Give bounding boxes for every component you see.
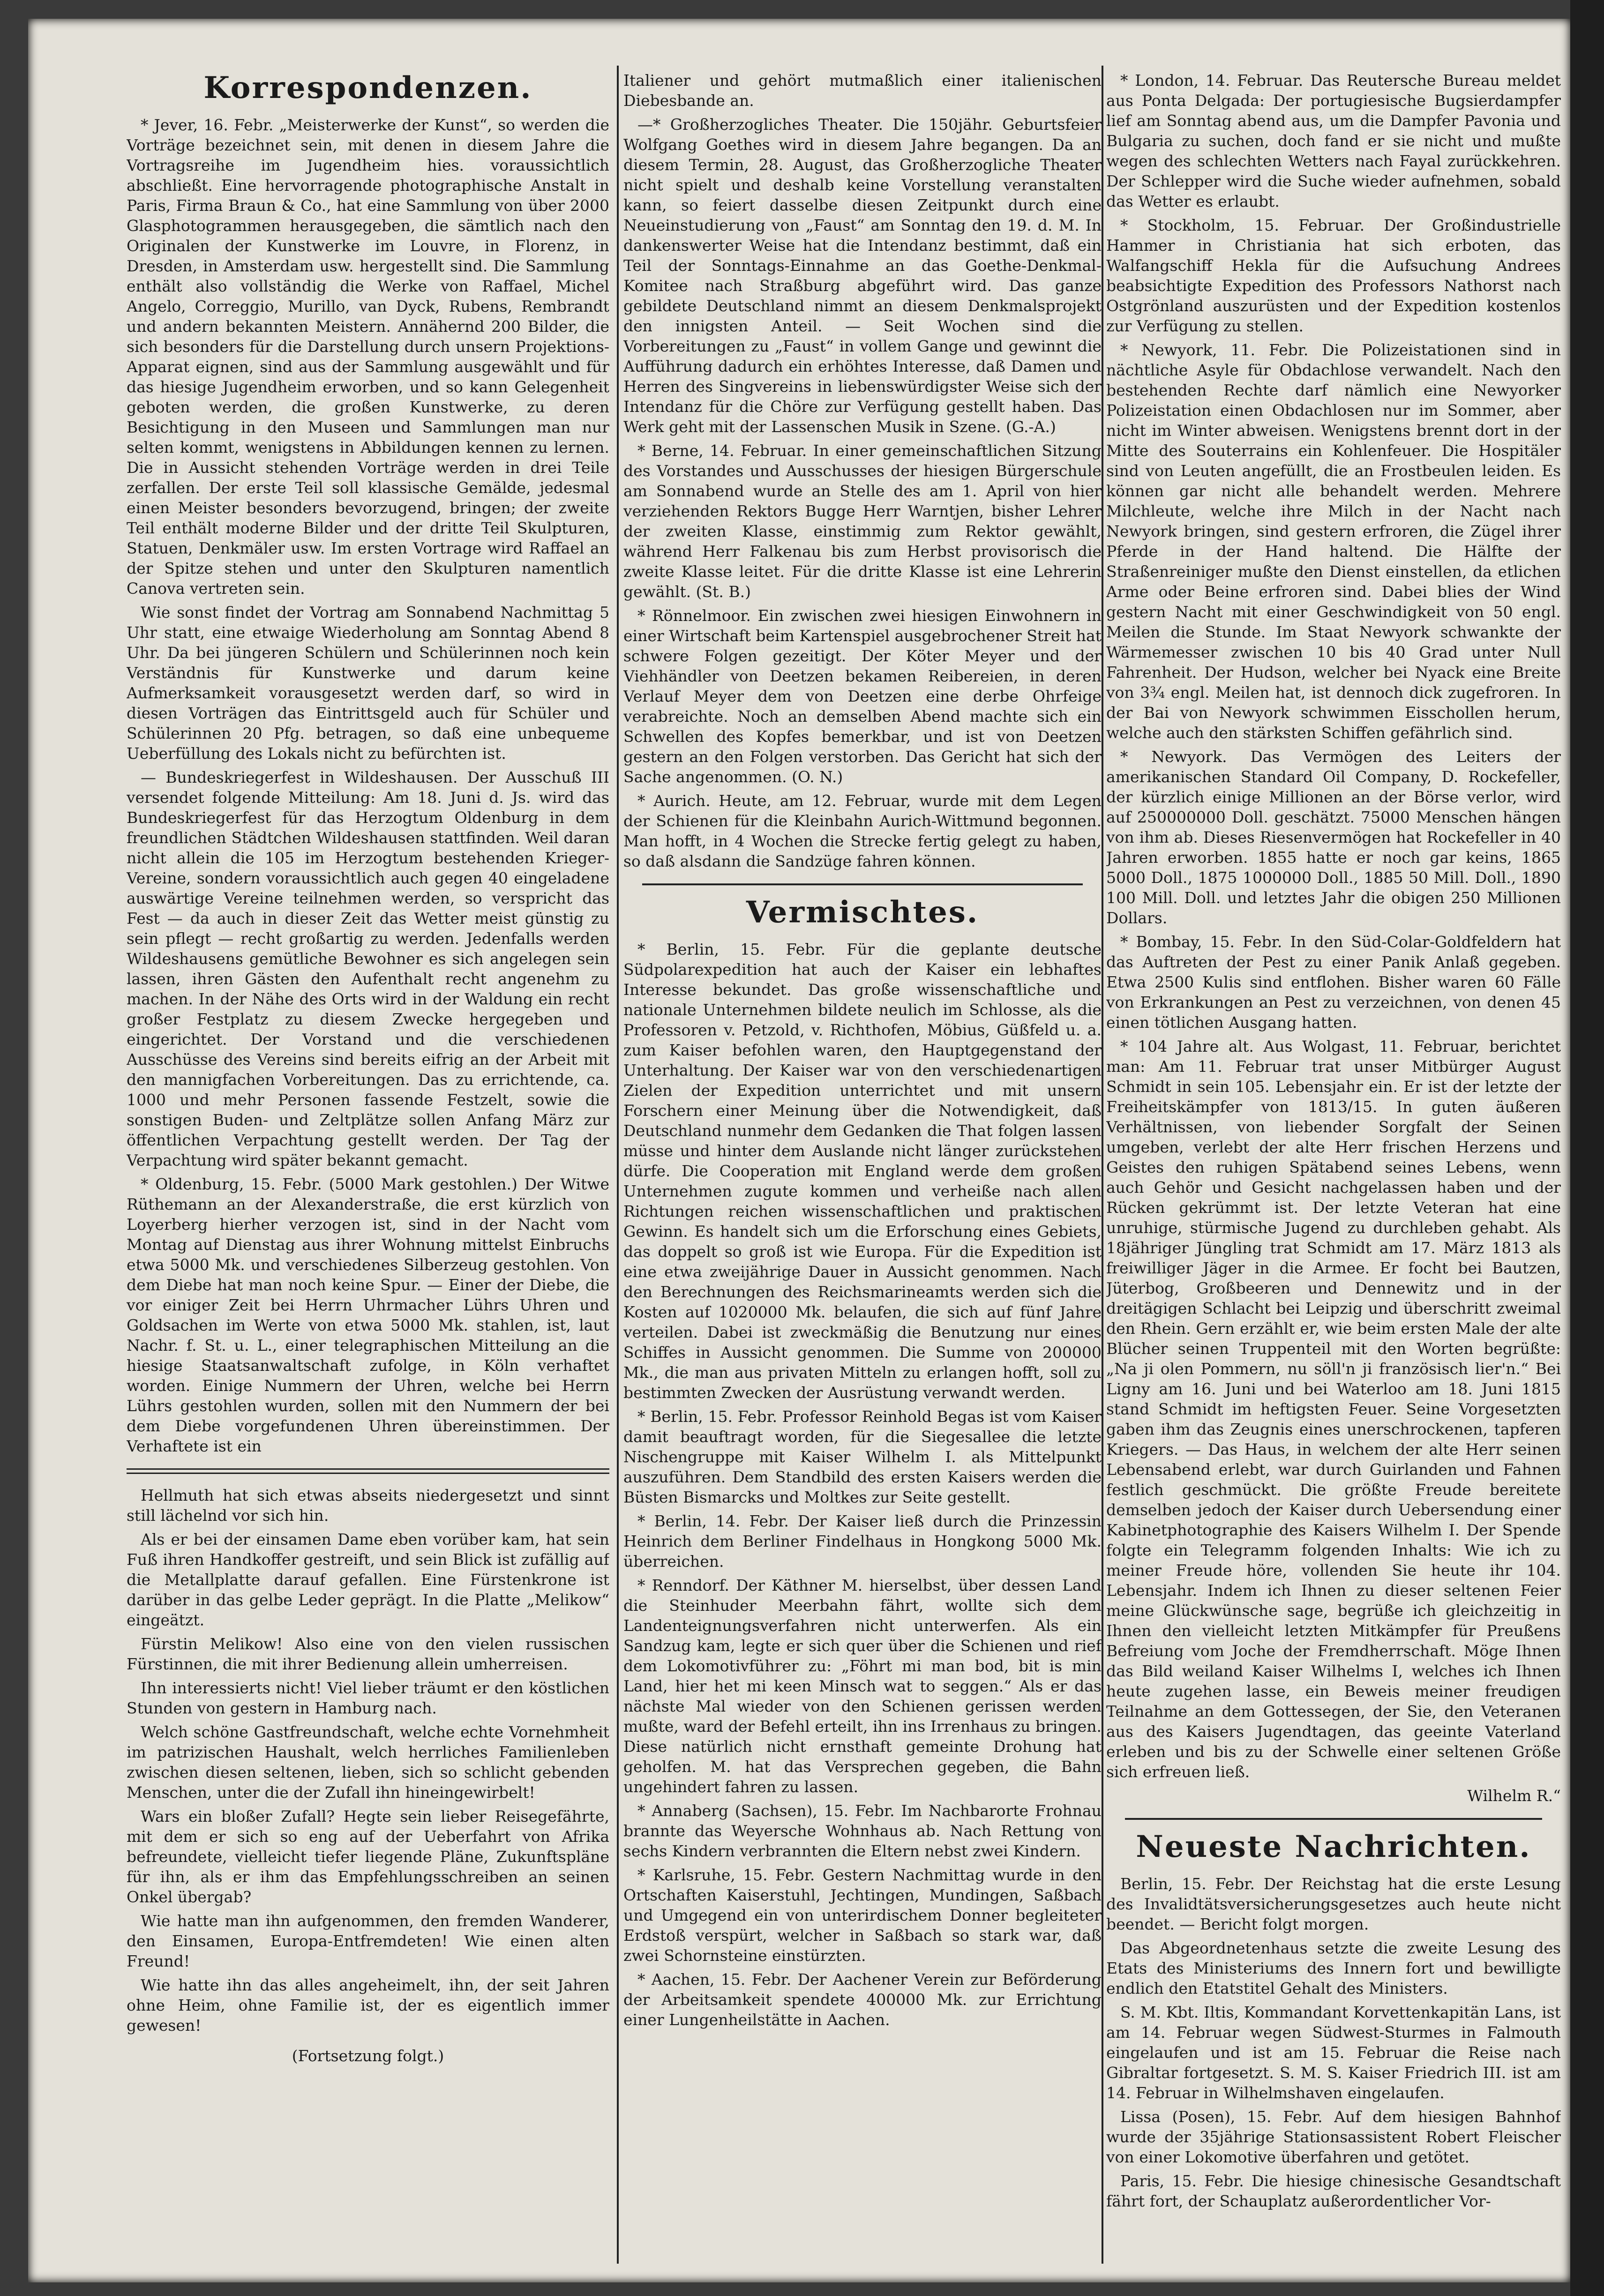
section-title-korrespondenzen: Korrespondenzen. bbox=[203, 70, 532, 105]
article-lissa: Lissa (Posen), 15. Febr. Auf dem hiesigen Bahnhof wurde der 35jährige Stationsassistent Robert Fleischer von einer Lokomotive überfahren und getötet. bbox=[1106, 2108, 1561, 2166]
article-roennelmoor: * Rönnelmoor. Ein zwischen zwei hiesigen Einwohnern in einer Wirtschaft beim Kartenspiel ausgebrochener Streit hat schwere Folgen gezeitigt. Der Köter Meyer und der Viehhändler von Deetzen bekamen Reibereien, in deren Verlauf Meyer dem von Deetzen eine derbe Ohrfeige verabreichte. Noch an demselben Abend machte sich ein Schwellen des Kopfes bemerkbar, und ist von Deetzen gestern an den Folgen verstorben. Das Gericht hat sich der Sache angenommen. (O. N.) bbox=[623, 606, 1102, 786]
article-jever-continued: Wie sonst findet der Vortrag am Sonnabend Nachmittag 5 Uhr statt, eine etwaige Wiederholung am Sonntag Abend 8 Uhr. Da bei jüngeren Schülern und Schülerinnen noch kein Verständnis für Kunstwerke und darum keine Aufmerksamkeit vorausgesetzt werden darf, so wird in diesen Vorträgen das Eintrittsgeld auch für Schüler und Schülerinnen 20 Pfg. betragen, so daß eine unbequeme Ueberfüllung des Lokals nicht zu befürchten ist. bbox=[127, 603, 609, 763]
serial-paragraph: Wie hatte man ihn aufgenommen, den fremden Wanderer, den Einsamen, Europa-Entfremdeten! Wie einen alten Freund! bbox=[127, 1912, 609, 1970]
article-paris: Paris, 15. Febr. Die hiesige chinesische Gesandtschaft fährt fort, der Schauplatz außerordentlicher Vor- bbox=[1106, 2172, 1561, 2210]
column-vermischtes bbox=[623, 70, 1102, 2034]
article-stockholm: * Stockholm, 15. Februar. Der Großindustrielle Hammer in Christiania hat sich erboten, das Walfangschiff Hekla für die Aufsuchung Andrees beabsichtigte Expedition des Professors Nathorst nach Ostgrönland auszurüsten und der Expedition kostenlos zur Verfügung zu stellen. bbox=[1106, 216, 1561, 335]
article-newyork-cold: * Newyork, 11. Febr. Die Polizeistationen sind in nächtliche Asyle für Obdachlose verwandelt. Nach den bestehenden Rechte darf nämlich eine Newyorker Polizeistation einen Obdachlosen nur im Sommer, aber nicht im Winter abweisen. Wenigstens brennt dort in der Mitte des Souterrains ein Kohlenfeuer. Die Hospitäler sind von Leuten angefüllt, die an Frostbeulen leiden. Es können gar nicht alle behandelt werden. Mehrere Milchleute, welche ihre Milch in der Nacht nach Newyork bringen, sind gestern erfroren, die Zügel ihrer Pferde in der Hand haltend. Die Hälfte der Straßenreiniger mußte den Dienst einstellen, da etlichen Arme oder Beine erfroren sind. Dabei blies der Wind gestern Nacht mit einer Geschwindigkeit von 50 engl. Meilen die Stunde. Im Staat Newyork schwankte der Wärmemesser zwischen 10 bis 40 Grad unter Null Fahrenheit. Der Hudson, welcher bei Nyack eine Breite von 3¾ engl. Meilen hat, ist dennoch dick zugefroren. In der Bai von Newyork schwimmen Eisschollen herum, welche auch den stärksten Schiffen gefährlich sind. bbox=[1106, 341, 1561, 742]
article-bundeskriegerfest: — Bundeskriegerfest in Wildeshausen. Der Ausschuß III versendet folgende Mitteilung: Am 18. Juni d. Js. wird das Bundeskriegerfest für das Herzogtum Oldenburg in dem freundlichen Städtchen Wildeshausen stattfinden. Weil daran nicht allein die 105 im Herzogtum bestehenden Krieger-Vereine, sondern voraussichtlich auch gegen 40 eingeladene auswärtige Vereine teilnehmen werden, so verspricht das Fest — da auch in dieser Zeit das Wetter meist günstig zu sein pflegt — recht großartig zu werden. Jedenfalls werden Wildeshausens gemütliche Bewohner es sich angelegen sein lassen, ihren Gästen den Aufenthalt recht angenehm zu machen. In der Nähe des Orts wird in der Waldung ein recht großer Festplatz zu diesem Zwecke hergegeben und eingerichtet. Der Vorstand und die verschiedenen Ausschüsse des Vereins sind bereits eifrig an der Arbeit mit den mannigfachen Vorbereitungen. Das zu errichtende, ca. 1000 und mehr Personen fassende Festzelt, sowie die sonstigen Buden- und Zeltplätze sollen Anfang März zur öffentlichen Verpachtung gestellt werden. Der Tag der Verpachtung wird später bekannt gemacht. bbox=[127, 768, 609, 1169]
article-104-jahre: * 104 Jahre alt. Aus Wolgast, 11. Februar, berichtet man: Am 11. Februar trat unser Mitbürger August Schmidt in sein 105. Lebensjahr ein. Er ist der letzte der Freiheitskämpfer von 1813/15. In guten äußeren Verhältnissen, von liebender Sorgfalt der Seinen umgeben, verlebt der alte Herr frischen Herzens und Geistes den ruhigen Spätabend seines Lebens, wenn auch Gehör und Gesicht nachgelassen haben und der Rücken gekrümmt ist. Der letzte Veteran hat eine unruhige, stürmische Jugend zu durchleben gehabt. Als 18jähriger Jüngling trat Schmidt am 17. März 1813 als freiwilliger Jäger in die Armee. Er focht bei Bautzen, Jüterbog, Großbeeren und Dennewitz und in der dreitägigen Schlacht bei Leipzig und überschritt zweimal den Rhein. Gern erzählt er, wie beim ersten Male der alte Blücher seinen Truppenteil mit den Worten begrüßte: „Na ji olen Pommern, nu söll'n ji französisch lier'n.“ Bei Ligny am 16. Juni und bei Waterloo am 18. Juni 1815 stand Schmidt im heftigsten Feuer. Seine Vorgesetzten gaben ihm das Zeugnis eines unerschrockenen, tapferen Kriegers. — Das Haus, in welchem der alte Herr seinen Lebensabend erlebt, war durch Guirlanden und Fahnen festlich geschmückt. Die größte Freude bereitete demselben jedoch der Kaiser durch Uebersendung einer Kabinetphotographie des Kaisers Wilhelm I. Der Spende folgte ein Telegramm folgenden Inhalts: Wie ich zu meiner Freude höre, vollenden Sie heute ihr 104. Lebensjahr. Indem ich Ihnen zu dieser seltenen Feier meine Glückwünsche sage, begrüße ich gleichzeitig in Ihnen den vielleicht letzten Mitkämpfer für Preußens Befreiung vom Joche der Fremdherrschaft. Möge Ihnen das Bild weiland Kaiser Wilhelms I, welches ich Ihnen heute zugehen lasse, ein Beweis meiner freudigen Teilnahme an dem Gottessegen, der Sie, den Veteranen aus des Kaisers Jugendtagen, das geeinte Vaterland erleben und bis zu der Schwelle einer seltenen Größe sich erfreuen ließ. bbox=[1106, 1037, 1561, 1781]
article-iltis: S. M. Kbt. Iltis, Kommandant Korvettenkapitän Lans, ist am 14. Februar wegen Südwest-Sturmes in Falmouth eingelaufen und ist am 15. Februar die Reise nach Gibraltar fortgesetzt. S. M. S. Kaiser Friedrich III. ist am 14. Februar in Wilhelmshaven eingelaufen. bbox=[1106, 2003, 1561, 2102]
article-karlsruhe: * Karlsruhe, 15. Febr. Gestern Nachmittag wurde in den Ortschaften Kaiserstuhl, Jechtingen, Mundingen, Saßbach und Umgegend ein von unterirdischem Donner begleiteter Erdstoß verspürt, welcher in Saßbach so stark war, daß zwei Schornsteine einstürzten. bbox=[623, 1866, 1102, 1965]
serial-paragraph: Welch schöne Gastfreundschaft, welche echte Vornehmheit im patrizischen Haushalt, welch herrliches Familienleben zwischen diesen seltenen, lieben, sich so schlicht gebenden Menschen, unter die der Zufall ihn hineingewirbelt! bbox=[127, 1723, 609, 1802]
article-annaberg: * Annaberg (Sachsen), 15. Febr. Im Nachbarorte Frohnau brannte das Weyersche Wohnhaus ab. Nach Rettung von sechs Kindern verbrannten die Eltern nebst zwei Kindern. bbox=[623, 1802, 1102, 1860]
column-rule-left bbox=[617, 66, 619, 2264]
section-title-vermischtes: Vermischtes. bbox=[746, 895, 979, 930]
article-theater: —* Großherzogliches Theater. Die 150jähr. Geburtsfeier Wolfgang Goethes wird in diesem Jahre begangen. Da an diesem Termin, 28. August, das Großherzogliche Theater nicht spielt und deshalb keine Vorstellung veranstalten kann, so feiert dasselbe diesen Zeitpunkt durch eine Neueinstudierung von „Faust“ am Sonntag den 19. d. M. In dankenswerter Weise hat die Intendanz bestimmt, daß ein Teil der Sonntags-Einnahme an das Goethe-Denkmal-Komitee nach Straßburg abgeführt wird. Das ganze gebildete Deutschland nimmt an diesem Denkmalsprojekt den innigsten Anteil. — Seit Wochen sind die Vorbereitungen zu „Faust“ in vollem Gange und gewinnt die Aufführung dadurch ein erhöhtes Interesse, daß Damen und Herren des Singvereins in liebenswürdigster Weise sich der Intendanz für die Chöre zur Verfügung gestellt haben. Das Werk geht mit der Lassenschen Musik in Szene. (G.-A.) bbox=[623, 115, 1102, 436]
telegram-signature: Wilhelm R.“ bbox=[1467, 1787, 1561, 1805]
section-title-neueste-nachrichten: Neueste Nachrichten. bbox=[1136, 1829, 1531, 1864]
section-divider bbox=[642, 883, 1083, 885]
article-abgeordnetenhaus: Das Abgeordnetenhaus setzte die zweite Lesung des Etats des Ministeriums des Innern fort und bewilligte endlich den Etatstitel Gehalt des Ministers. bbox=[1106, 1939, 1561, 1997]
page-edge bbox=[1570, 0, 1604, 2296]
article-oldenburg-end: Italiener und gehört mutmaßlich einer italienischen Diebesbande an. bbox=[623, 71, 1102, 110]
article-oldenburg: * Oldenburg, 15. Febr. (5000 Mark gestohlen.) Der Witwe Rüthemann an der Alexanderstraße, die erst kürzlich von Loyerberg hierher verzogen ist, sind in der Nacht vom Montag auf Dienstag aus ihrer Wohnung mittelst Einbruchs etwa 5000 Mk. und verschiedenes Silberzeug gestohlen. Von dem Diebe hat man noch keine Spur. — Einer der Diebe, die vor einiger Zeit bei Herrn Uhrmacher Lührs Uhren und Goldsachen im Werte von etwa 5000 Mk. stahlen, ist, laut Nachr. f. St. u. L., einer telegraphischen Mitteilung an die hiesige Staatsanwaltschaft zufolge, in Köln verhaftet worden. Einige Nummern der Uhren, welche bei Herrn Lührs gestohlen wurden, sollen mit den Nummern der bei dem Diebe vorgefundenen Uhren übereinstimmen. Der Verhaftete ist ein bbox=[127, 1175, 609, 1455]
article-london: * London, 14. Februar. Das Reutersche Bureau meldet aus Ponta Delgada: Der portugiesische Bugsierdampfer lief am Sonntag abend aus, um die Dampfer Pavonia und Bulgaria zu suchen, doch fand er sie nicht und mußte wegen des schlechten Wetters nach Fayal zurückkehren. Der Schlepper wird die Suche wieder aufnehmen, sobald das Wetter es erlaubt. bbox=[1106, 71, 1561, 210]
article-jever: * Jever, 16. Febr. „Meisterwerke der Kunst“, so werden die Vorträge bezeichnet sein, mit denen in diesem Jahre die Vortragsreihe im Jugendheim hies. voraussichtlich abschließt. Eine hervorragende photographische Anstalt in Paris, Firma Braun & Co., hat eine Sammlung von über 2000 Glasphotogrammen herausgegeben, die sämtlich nach den Originalen der Kunstwerke im Louvre, in Florenz, in Dresden, in Amsterdam usw. hergestellt sind. Die Sammlung enthält also vollständig die Werke von Raffael, Michel Angelo, Correggio, Murillo, van Dyck, Rubens, Rembrandt und andern bekannten Meistern. Annähernd 200 Bilder, die sich besonders für die Darstellung durch unsern Projektions-Apparat eignen, sind aus der Sammlung ausgewählt und für das hiesige Jugendheim erworben, und so kann Gelegenheit geboten werden, die großen Kunstwerke, zu deren Besichtigung in den Museen und Sammlungen man nur selten kommt, wenigstens in Abbildungen kennen zu lernen. Die in Aussicht stehenden Vorträge werden in drei Teile zerfallen. Der erste Teil soll klassische Gemälde, jedesmal einen Meister besonders bevorzugend, bringen; der zweite Teil enthält moderne Bilder und der dritte Teil Skulpturen, Statuen, Denkmäler usw. Im ersten Vortrage wird Raffael an der Spitze stehen und unter den Skulpturen namentlich Canova vertreten sein. bbox=[127, 116, 609, 598]
article-renndorf: * Renndorf. Der Käthner M. hierselbst, über dessen Land die Steinhuder Meerbahn fährt, wollte sich dem Landenteignungsverfahren nicht unterwerfen. Als ein Sandzug kam, legte er sich quer über die Schienen und rief dem Lokomotivführer zu: „Föhrt mi man bod, bit is min Land, hier het mi keen Minsch wat to seggen.“ Als er das nächste Mal wieder von den Schienen gerissen werden mußte, ward der Befehl erteilt, ihn ins Irrenhaus zu bringen. Diese natürlich nicht ernsthaft gemeinte Drohung hat geholfen. M. hat das Versprechen gegeben, die Bahn ungehindert fahren zu lassen. bbox=[623, 1576, 1102, 1796]
serial-paragraph: Als er bei der einsamen Dame eben vorüber kam, hat sein Fuß ihren Handkoffer gestreift, und sein Blick ist zufällig auf die Metallplatte darauf gefallen. Eine Fürstenkrone ist darüber in das gelbe Leder geprägt. In die Platte „Melikow“ eingeätzt. bbox=[127, 1530, 609, 1629]
section-divider bbox=[1125, 1818, 1542, 1820]
article-newyork-rockefeller: * Newyork. Das Vermögen des Leiters der amerikanischen Standard Oil Company, D. Rockefeller, der kürzlich einige Millionen an der Börse verlor, wird auf 250000000 Doll. geschätzt. 75000 Menschen hängen von ihm ab. Dieses Riesenvermögen hat Rockefeller in 40 Jahren erworben. 1855 hatte er noch gar keins, 1865 5000 Doll., 1875 1000000 Doll., 1885 50 Mill. Doll., 1890 100 Mill. Doll. und letztes Jahr die obigen 250 Millionen Dollars. bbox=[1106, 748, 1561, 927]
article-bombay: * Bombay, 15. Febr. In den Süd-Colar-Goldfeldern hat das Auftreten der Pest zu einer Panik Anlaß gegeben. Etwa 2500 Kulis sind entflohen. Bisher waren 60 Fälle von Erkrankungen an Pest zu verzeichnen, von denen 45 einen tötlichen Ausgang hatten. bbox=[1106, 933, 1561, 1032]
article-aurich: * Aurich. Heute, am 12. Februar, wurde mit dem Legen der Schienen für die Kleinbahn Aurich-Wittmund begonnen. Man hofft, in 4 Wochen die Strecke fertig gelegt zu haben, so daß alsdann die Sandzüge fahren können. bbox=[623, 792, 1102, 870]
serial-paragraph: Hellmuth hat sich etwas abseits niedergesetzt und sinnt still lächelnd vor sich hin. bbox=[127, 1486, 609, 1525]
column-nachrichten bbox=[1106, 70, 1561, 2215]
article-aachen: * Aachen, 15. Febr. Der Aachener Verein zur Beförderung der Arbeitsamkeit spendete 400000 Mk. zur Errichtung einer Lungenheilstätte in Aachen. bbox=[623, 1970, 1102, 2029]
article-berlin-begas: * Berlin, 15. Febr. Professor Reinhold Begas ist vom Kaiser damit beauftragt worden, für die Siegesallee die letzte Nischengruppe mit Kaiser Wilhelm I. als Mittelpunkt auszuführen. Dem Standbild des ersten Kaisers werden die Büsten Bismarcks und Moltkes zur Seite gestellt. bbox=[623, 1407, 1102, 1506]
article-berlin-reichstag: Berlin, 15. Febr. Der Reichstag hat die erste Lesung des Invalidtätsversicherungsgesetzes auch heute nicht beendet. — Bericht folgt morgen. bbox=[1106, 1875, 1561, 1933]
serial-paragraph: Ihn interessierts nicht! Viel lieber träumt er den köstlichen Stunden von gestern in Hamburg nach. bbox=[127, 1679, 609, 1717]
article-berne: * Berne, 14. Februar. In einer gemeinschaftlichen Sitzung des Vorstandes und Ausschusses der hiesigen Bürgerschule am Sonnabend wurde an Stelle des am 1. April von hier verziehenden Rektors Bugge Herr Warntjen, bisher Lehrer der zweiten Klasse, einstimmig zum Rektor gewählt, während Herr Falkenau bis zum Herbst provisorisch die zweite Klasse leitet. Für die dritte Klasse ist eine Lehrerin gewählt. (St. B.) bbox=[623, 441, 1102, 601]
serial-continuation-note: (Fortsetzung folgt.) bbox=[292, 2047, 444, 2065]
article-berlin-expedition: * Berlin, 15. Febr. Für die geplante deutsche Südpolarexpedition hat auch der Kaiser ein lebhaftes Interesse bekundet. Das große wissenschaftliche und nationale Unternehmen bildete neulich im Schlosse, als die Professoren v. Petzold, v. Richthofen, Möbius, Güßfeld u. a. zum Kaiser befohlen waren, den Hauptgegenstand der Unterhaltung. Der Kaiser war von den verschiedenartigen Zielen der Expedition unterrichtet und mit unsern Forschern einer Meinung über die Notwendigkeit, daß Deutschland nunmehr dem Gedanken die That folgen lassen müsse und hinter dem Auslande nicht länger zurückstehen dürfe. Die Cooperation mit England werde dem großen Unternehmen zugute kommen und verheiße nach allen Richtungen reichen wissenschaftlichen und praktischen Gewinn. Es handelt sich um die Erforschung eines Gebiets, das doppelt so groß ist wie Europa. Für die Expedition ist eine etwa zweijährige Dauer in Aussicht genommen. Nach den Berechnungen des Reichsmarineamts werden sich die Kosten auf 1020000 Mk. belaufen, die sich auf fünf Jahre verteilen. Dabei ist zweckmäßig die Benutzung nur eines Schiffes in Aussicht genommen. Die Summe von 200000 Mk., die man aus privaten Mitteln zu erlangen hofft, soll zu bestimmten Zwecken der Ausrüstung verwandt werden. bbox=[623, 940, 1102, 1402]
article-berlin-findelhaus: * Berlin, 14. Febr. Der Kaiser ließ durch die Prinzessin Heinrich dem Berliner Findelhaus in Hongkong 5000 Mk. überreichen. bbox=[623, 1512, 1102, 1571]
serial-paragraph: Wars ein bloßer Zufall? Hegte sein lieber Reisegefährte, mit dem er sich so eng auf der Ueberfahrt von Afrika befreundete, vielleicht tiefer liegende Pläne, Zukunftspläne für ihn, als er ihm das Empfehlungsschreiben an seinen Onkel übergab? bbox=[127, 1807, 609, 1906]
serial-paragraph: Wie hatte ihn das alles angeheimelt, ihn, der seit Jahren ohne Heim, ohne Familie ist, der es eigentlich immer gewesen! bbox=[127, 1976, 609, 2034]
serial-paragraph: Fürstin Melikow! Also eine von den vielen russischen Fürstinnen, die mit ihrer Bedienung allein umherreisen. bbox=[127, 1635, 609, 1673]
column-rule-right bbox=[1102, 66, 1103, 2264]
feuilleton-divider bbox=[127, 1468, 609, 1474]
column-korrespondenzen bbox=[127, 70, 609, 2070]
